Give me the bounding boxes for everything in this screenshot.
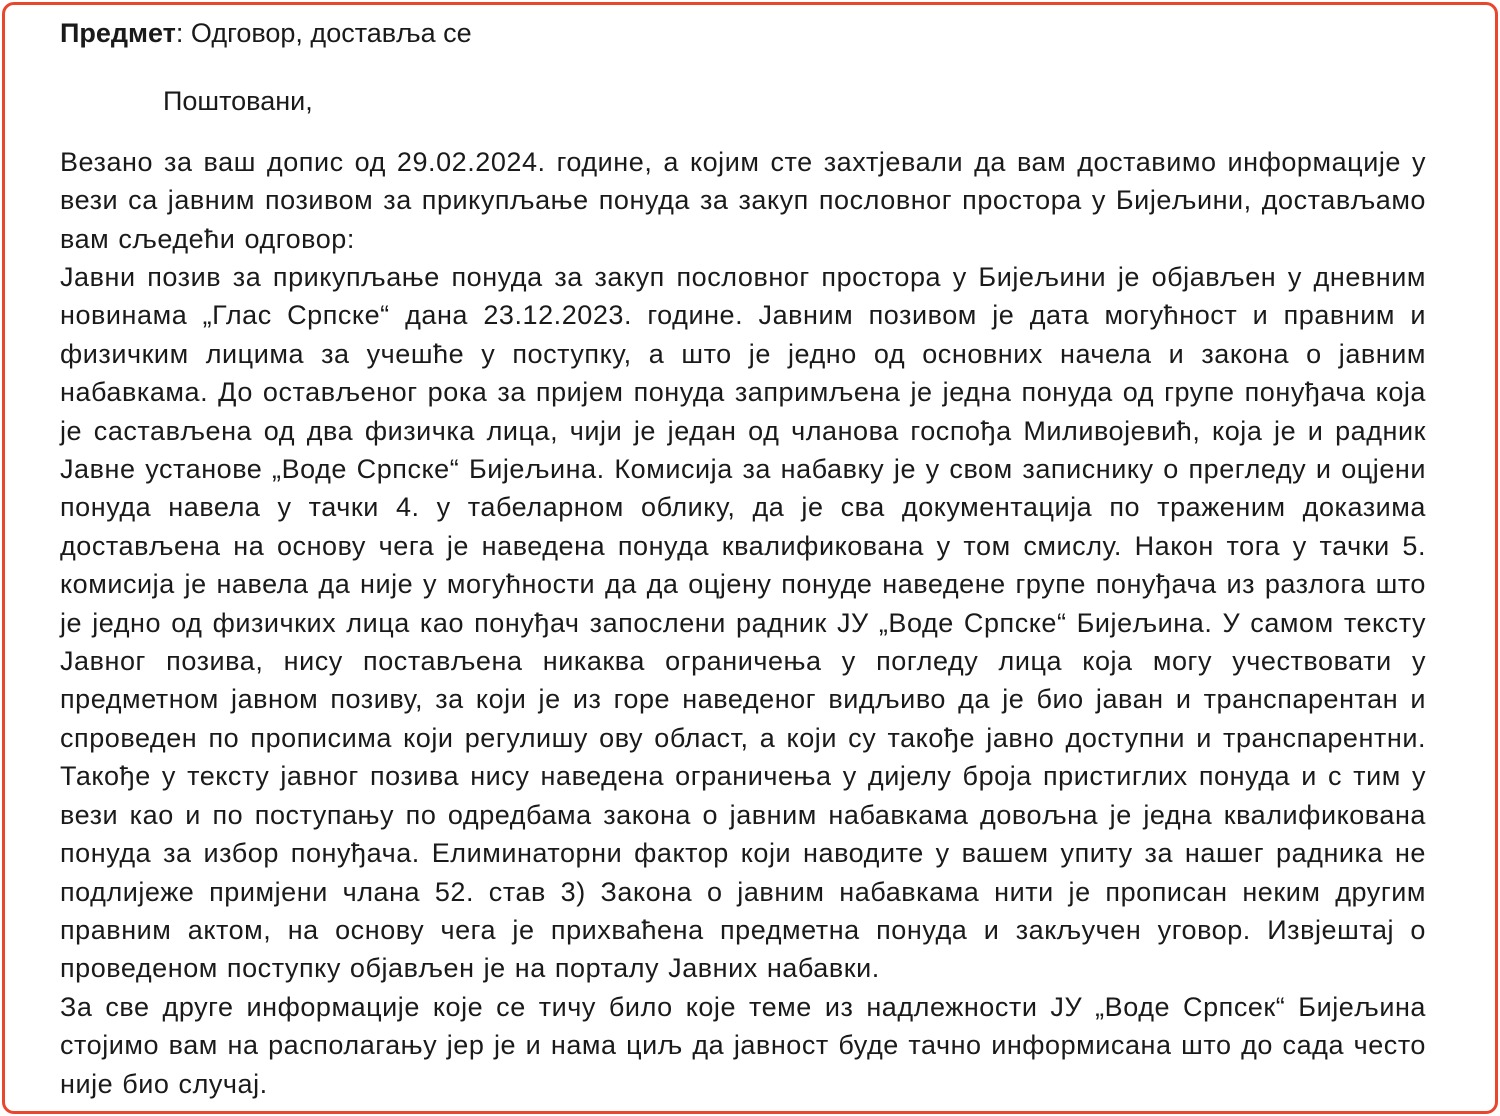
paragraph-closing: За све друге информације које се тичу било које теме из надлежности ЈУ „Воде Српсек“ Бијељина стојимо вам на располагању јер је и нама циљ да јавност буде тачно информисана што до сада често није био случај. xyxy=(60,992,1426,1099)
paragraph-main: Јавни позив за прикупљање понуда за закуп пословног простора у Бијељини је објављен у дневним новинама „Глас Српске“ дана 23.12.2023. године. Јавним позивом је дата могућност и правним и физичким лицима за учешће у поступку, а што је једно од основних начела и закона о јавним набавкама. До остављеног рока за пријем понуда запримљена је једна понуда од групе понуђача која је састављена од два физичка лица, чији је један од чланова госпођа Миливојевић, која је и радник Јавне установе „Воде Српске“ Бијељина. Комисија за набавку је у свом записнику о прегледу и оцјени понуда навела у тачки 4. у табеларном облику, да је сва документација по траженим доказима достављена на основу чега је наведена понуда квалификована у том смислу. Након тога у тачки 5. комисија је навела да није у могућности да да оцјену понуде наведене групе понуђача из разлога што је једно од физичких лица као понуђач запослени радник ЈУ „Воде Српске“ Бијељина. У самом тексту Јавног позива, нису постављена никаква ограничења у погледу лица која могу учествовати у предметном јавном позиву, за који је из горе наведеног видљиво да је био јаван и транспарентан и спроведен по прописима који регулишу ову област, а који су такође јавно доступни и транспарентни. Такође у тексту јавног позива нису наведена ограничења у дијелу броја пристиглих понуда и с тим у вези као и по поступању по одредбама закона о јавним набавкама довољна је једна квалификована понуда за избор понуђача. Елиминаторни фактор који наводите у вашем упиту за нашег радника не подлијеже примјени члана 52. став 3) Закона о јавним набавкама нити је прописан неким другим правним актом, на основу чега је прихваћена предметна понуда и закључен уговор. Извјештај о проведеном поступку објављен је на порталу Јавних набавки. xyxy=(60,262,1426,984)
paragraph-intro: Везано за ваш допис од 29.02.2024. године, а којим сте захтјевали да вам доставимо информације у вези са јавним позивом за прикупљање понуда за закуп пословног простора у Бијељини, достављамо вам сљедећи одговор: xyxy=(60,147,1426,254)
subject-label: Предмет xyxy=(60,18,176,48)
document-frame xyxy=(2,2,1498,1114)
subject-line xyxy=(60,15,472,51)
greeting: Поштовани, xyxy=(163,86,313,116)
subject-value: : Одговор, доставља се xyxy=(175,18,472,48)
